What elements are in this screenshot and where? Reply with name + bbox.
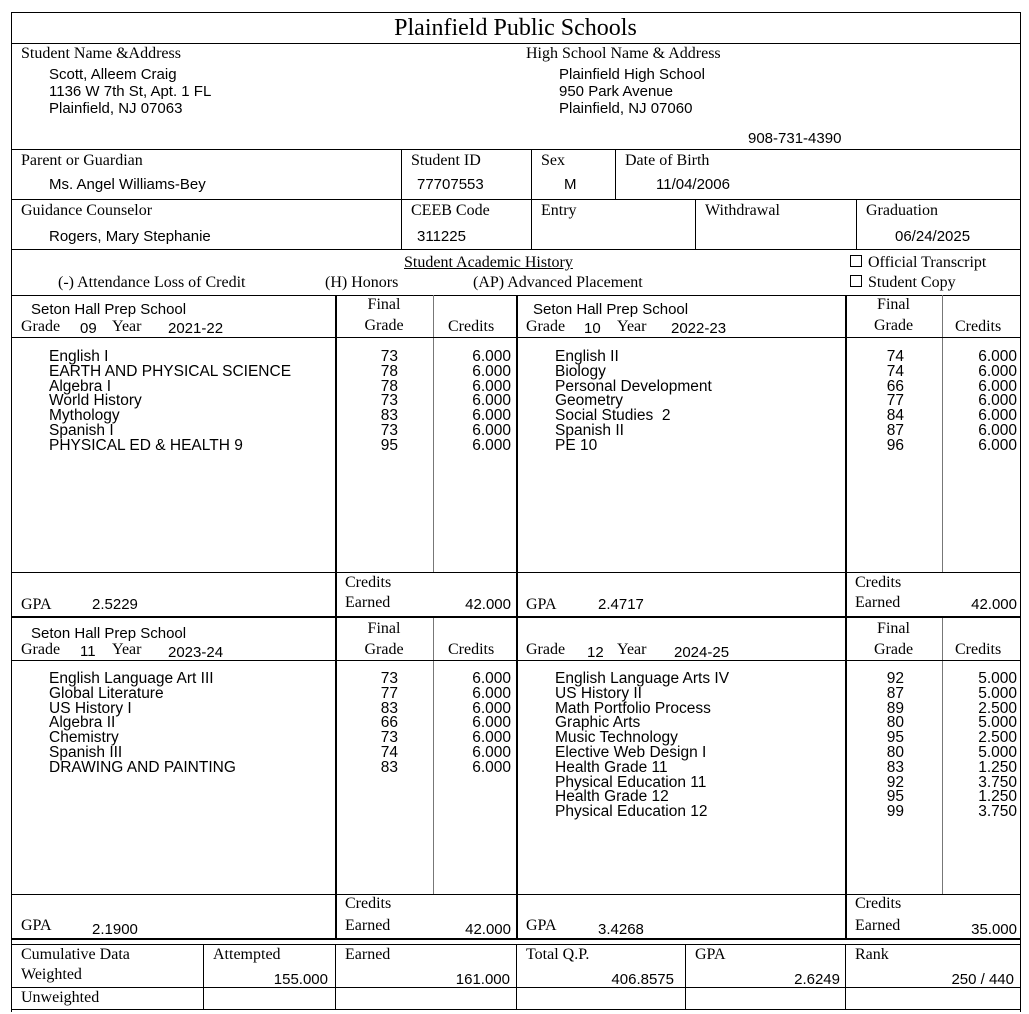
divider	[615, 149, 616, 199]
divider	[856, 199, 857, 249]
divider	[11, 337, 1020, 338]
parent-label: Parent or Guardian	[21, 152, 143, 169]
final-label: Final	[877, 620, 910, 637]
cumulative-gpa-label: GPA	[695, 946, 726, 963]
gpa-label: GPA	[21, 596, 52, 613]
term-year-label: Year	[617, 318, 647, 335]
frame-left-line	[11, 12, 12, 1012]
earned-label: Earned	[345, 594, 391, 611]
final-grade-label: Grade	[873, 641, 914, 658]
high-school-phone: 908-731-4390	[748, 130, 842, 147]
gpa-value: 2.4717	[598, 596, 644, 613]
credits-earned-label-top: Credits	[855, 574, 902, 591]
divider	[11, 199, 1020, 200]
divider	[516, 944, 517, 1010]
student-copy-label: Student Copy	[868, 274, 956, 291]
divider	[695, 199, 696, 249]
course-list: English I EARTH AND PHYSICAL SCIENCE Algebra I World History Mythology Spanish I PHYSICAL ED & HEALTH 9	[49, 348, 292, 454]
ceeb-label: CEEB Code	[411, 202, 490, 219]
term-grade-value: 10	[584, 320, 601, 337]
credit-list: 6.000 6.000 6.000 6.000 6.000 6.000 6.000	[472, 348, 511, 454]
term-grade-label: Grade	[21, 318, 61, 335]
student-name-address-label: Student Name &Address	[21, 45, 181, 62]
term-year-label: Year	[112, 641, 142, 658]
cumulative-label: Cumulative Data	[21, 946, 130, 963]
gpa-value: 2.5229	[92, 596, 138, 613]
counselor-value: Rogers, Mary Stephanie	[49, 228, 211, 245]
frame-right-line	[1020, 12, 1021, 1012]
weighted-label: Weighted	[21, 966, 82, 983]
graduation-label: Graduation	[866, 202, 938, 219]
total-qp-value: 406.8575	[611, 971, 674, 988]
academic-history-heading: Student Academic History	[404, 254, 573, 271]
official-transcript-checkbox[interactable]	[850, 255, 862, 267]
legend-attendance: (-) Attendance Loss of Credit	[58, 274, 246, 291]
credit-list: 6.000 6.000 6.000 6.000 6.000 6.000 6.000	[472, 670, 511, 776]
gpa-label: GPA	[526, 596, 557, 613]
legend-ap: (AP) Advanced Placement	[473, 274, 643, 291]
term-year-value: 2024-25	[674, 644, 730, 661]
credits-header: Credits	[448, 318, 495, 335]
attempted-label: Attempted	[213, 946, 281, 963]
term-year-label: Year	[617, 641, 647, 658]
term-year-value: 2021-22	[168, 320, 224, 337]
course-list: English Language Art III Global Literature US History I Algebra II Chemistry Spanish III DRAWING AND PAINTING	[49, 670, 236, 776]
student-copy-option[interactable]	[850, 274, 956, 292]
student-address-line1: 1136 W 7th St, Apt. 1 FL	[49, 83, 212, 100]
cumulative-earned-value: 161.000	[455, 971, 510, 988]
grade-list: 73 77 83 66 73 74 83	[380, 670, 398, 776]
legend-honors: (H) Honors	[325, 274, 399, 291]
divider	[11, 616, 1020, 618]
credits-header: Credits	[448, 641, 495, 658]
high-school-address-line1: 950 Park Avenue	[559, 83, 673, 100]
earned-value: 42.000	[971, 596, 1017, 613]
credits-earned-label-top: Credits	[855, 895, 902, 912]
rank-value: 250 / 440	[951, 971, 1014, 988]
final-grade-label: Grade	[364, 641, 404, 658]
gpa-value: 2.1900	[92, 921, 138, 938]
earned-value: 42.000	[465, 596, 511, 613]
credit-list: 5.000 5.000 2.500 5.000 2.500 5.000 1.250 3.750 1.250 3.750	[978, 670, 1017, 821]
divider	[11, 660, 1020, 661]
page-title: Plainfield Public Schools	[394, 15, 637, 41]
student-id-label: Student ID	[411, 152, 481, 169]
term-year-value: 2023-24	[168, 644, 224, 661]
divider	[845, 944, 846, 1010]
high-school-name: Plainfield High School	[559, 66, 705, 83]
earned-label: Earned	[855, 917, 901, 934]
parent-value: Ms. Angel Williams-Bey	[49, 176, 206, 193]
term-school: Seton Hall Prep School	[533, 301, 689, 318]
credits-earned-label-top: Credits	[345, 574, 392, 591]
divider	[203, 944, 204, 1010]
term-school: Seton Hall Prep School	[31, 301, 187, 318]
credits-header: Credits	[955, 641, 1002, 658]
final-label: Final	[367, 620, 401, 637]
final-label: Final	[367, 296, 401, 313]
divider	[11, 938, 1020, 940]
grade-list: 92 87 89 80 95 80 83 92 95 99	[886, 670, 904, 821]
sex-label: Sex	[541, 152, 565, 169]
earned-label: Earned	[345, 917, 391, 934]
divider	[335, 944, 336, 1010]
withdrawal-label: Withdrawal	[705, 202, 780, 219]
earned-value: 35.000	[971, 921, 1017, 938]
high-school-label: High School Name & Address	[526, 45, 721, 62]
student-address-line2: Plainfield, NJ 07063	[49, 100, 183, 117]
total-qp-label: Total Q.P.	[526, 946, 590, 963]
term-grade-value: 12	[587, 644, 604, 661]
dob-label: Date of Birth	[625, 152, 710, 169]
credit-list: 6.000 6.000 6.000 6.000 6.000 6.000 6.000	[978, 348, 1017, 454]
term-year-label: Year	[112, 318, 142, 335]
ceeb-value: 311225	[417, 228, 466, 245]
cumulative-earned-label: Earned	[345, 946, 391, 963]
gpa-label: GPA	[21, 917, 52, 934]
dob-value: 11/04/2006	[656, 176, 730, 193]
entry-label: Entry	[541, 202, 577, 219]
official-transcript-label: Official Transcript	[868, 254, 987, 271]
high-school-address-line2: Plainfield, NJ 07060	[559, 100, 693, 117]
graduation-value: 06/24/2025	[895, 228, 971, 245]
divider	[685, 944, 686, 1010]
unweighted-label: Unweighted	[21, 989, 100, 1006]
term-grade-value: 11	[80, 643, 96, 660]
student-copy-checkbox[interactable]	[850, 275, 862, 287]
grade-list: 74 74 66 77 84 87 96	[886, 348, 904, 454]
final-grade-label: Grade	[364, 317, 404, 334]
rank-label: Rank	[855, 946, 889, 963]
term-grade-value: 09	[80, 320, 97, 337]
term-school: Seton Hall Prep School	[31, 625, 187, 642]
header-divider	[11, 149, 1020, 150]
course-list: English II Biology Personal Development Geometry Social Studies 2 Spanish II PE 10	[555, 348, 712, 454]
student-name: Scott, Alleem Craig	[49, 66, 177, 83]
grade-list: 73 78 78 73 83 73 95	[380, 348, 398, 454]
term-grade-label: Grade	[526, 318, 566, 335]
final-grade-label: Grade	[873, 317, 914, 334]
official-transcript-option[interactable]	[850, 254, 986, 272]
gpa-value: 3.4268	[598, 921, 644, 938]
title-divider	[11, 43, 1020, 44]
sex-value: M	[564, 176, 577, 193]
term-grade-label: Grade	[21, 641, 61, 658]
earned-value: 42.000	[465, 921, 511, 938]
cumulative-gpa-value: 2.6249	[794, 971, 840, 988]
credits-header: Credits	[955, 318, 1002, 335]
course-list: English Language Arts IV US History II Math Portfolio Process Graphic Arts Music Technology Elective Web Design I Health Grade 11 Physical Education 11 Health Grade 12 Physical Education 12	[555, 670, 730, 821]
final-label: Final	[877, 296, 910, 313]
term-year-value: 2022-23	[671, 320, 727, 337]
term-grade-label: Grade	[526, 641, 566, 658]
counselor-label: Guidance Counselor	[21, 202, 153, 219]
divider	[11, 572, 1020, 573]
credits-earned-label-top: Credits	[345, 895, 392, 912]
divider	[11, 249, 1020, 250]
student-id-value: 77707553	[417, 176, 484, 193]
frame-top-line	[11, 12, 1020, 13]
gpa-label: GPA	[526, 917, 557, 934]
attempted-value: 155.000	[273, 971, 328, 988]
earned-label: Earned	[855, 594, 901, 611]
